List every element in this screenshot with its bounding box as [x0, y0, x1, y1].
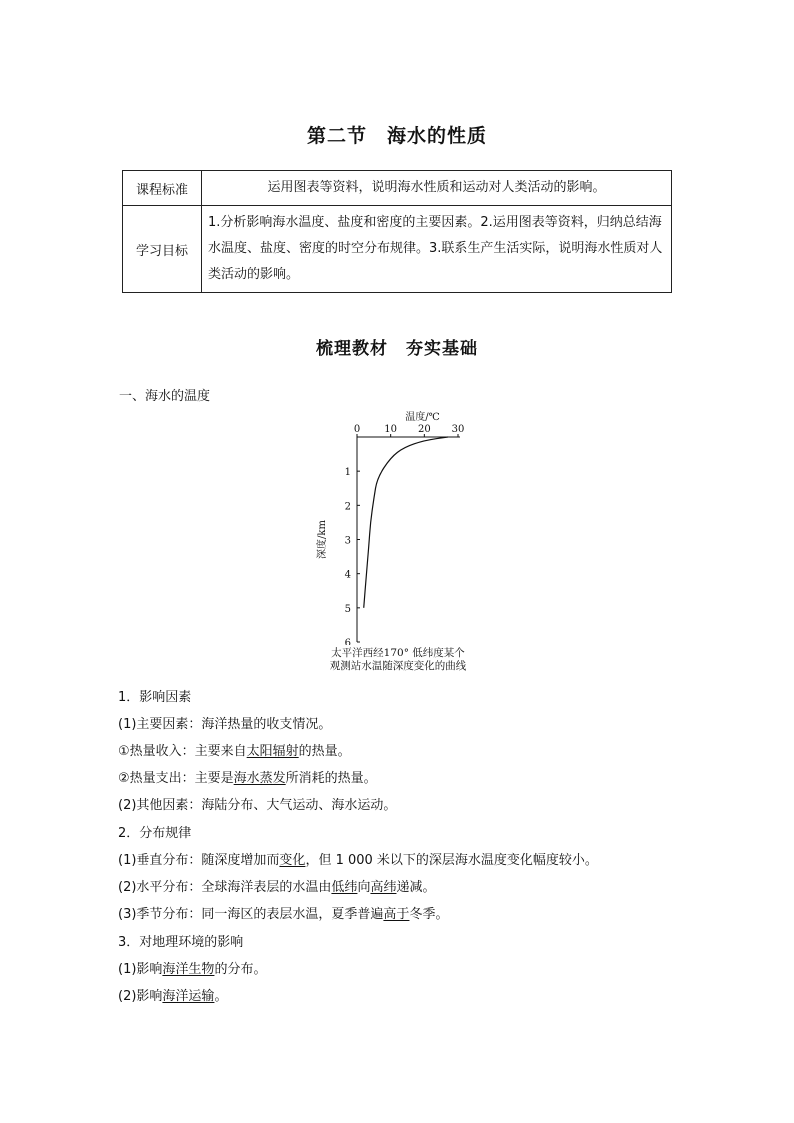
impact-transport-line: (2)影响海洋运输。 — [118, 989, 228, 1004]
heading-impact: 3．对地理环境的影响 — [118, 935, 244, 950]
caption-line-2: 观测站水温随深度变化的曲线 — [329, 660, 467, 672]
table-label-objectives: 学习目标 — [123, 206, 202, 293]
x-tick-label: 30 — [451, 424, 465, 435]
x-axis-label: 温度/℃ — [405, 412, 440, 423]
table-row — [123, 171, 672, 206]
subsection-heading: 一、海水的温度 — [119, 389, 211, 404]
temperature-depth-chart — [310, 405, 486, 645]
impact-biology-line: (1)影响海洋生物的分布。 — [118, 962, 267, 977]
caption-line-1: 太平洋西经170° 低纬度某个 — [331, 647, 465, 659]
y-axis-label: 深度/km — [317, 520, 328, 559]
x-tick-label: 20 — [417, 424, 431, 435]
x-tick-label: 0 — [353, 424, 361, 435]
blank-answer: 太阳辐射 — [246, 744, 299, 759]
other-factors-line: (2)其他因素：海陆分布、大气运动、海水运动。 — [118, 798, 397, 813]
horizontal-distribution-line: (2)水平分布：全球海洋表层的水温由低纬向高纬递减。 — [118, 880, 436, 895]
table-row — [123, 206, 672, 293]
blank-answer: 海水蒸发 — [233, 771, 286, 786]
x-tick-label: 10 — [384, 424, 398, 435]
heat-income-line: ①热量收入：主要来自太阳辐射的热量。 — [118, 744, 351, 759]
seasonal-distribution-line: (3)季节分布：同一海区的表层水温，夏季普遍高于冬季。 — [118, 907, 449, 922]
blank-answer: 高纬 — [370, 880, 397, 895]
y-tick-label: 3 — [344, 535, 351, 547]
temperature-curve — [364, 437, 448, 608]
y-tick-label: 4 — [344, 569, 351, 581]
figure-caption — [310, 647, 486, 673]
blank-answer: 海洋运输 — [162, 989, 215, 1004]
blank-answer: 海洋生物 — [162, 962, 215, 977]
heat-expense-line: ②热量支出：主要是海水蒸发所消耗的热量。 — [118, 771, 377, 786]
heading-factors: 1．影响因素 — [118, 690, 192, 705]
page-title: 第二节 海水的性质 — [306, 125, 487, 147]
y-tick-label: 1 — [344, 467, 351, 479]
table-text-objectives: 1.分析影响海水温度、盐度和密度的主要因素。2.运用图表等资料，归纳总结海水温度、盐度、密度的时空分布规律。3.联系生产生活实际，说明海水性质对人类活动的影响。 — [202, 206, 672, 293]
table-text-curriculum: 运用图表等资料，说明海水性质和运动对人类活动的影响。 — [202, 171, 672, 206]
heading-distribution: 2．分布规律 — [118, 826, 192, 841]
main-factor-line: (1)主要因素：海洋热量的收支情况。 — [118, 717, 332, 732]
y-tick-label: 6 — [344, 638, 351, 645]
vertical-distribution-line: (1)垂直分布：随深度增加而变化，但 1 000 米以下的深层海水温度变化幅度较小。 — [118, 853, 598, 868]
blank-answer: 高于 — [383, 907, 410, 922]
y-tick-label: 2 — [344, 501, 351, 513]
curriculum-table — [122, 170, 672, 293]
table-label-curriculum: 课程标准 — [123, 171, 202, 206]
y-tick-label: 5 — [344, 603, 351, 615]
section-title: 梳理教材 夯实基础 — [316, 339, 478, 359]
blank-answer: 低纬 — [331, 880, 358, 895]
blank-answer: 变化 — [279, 853, 306, 868]
